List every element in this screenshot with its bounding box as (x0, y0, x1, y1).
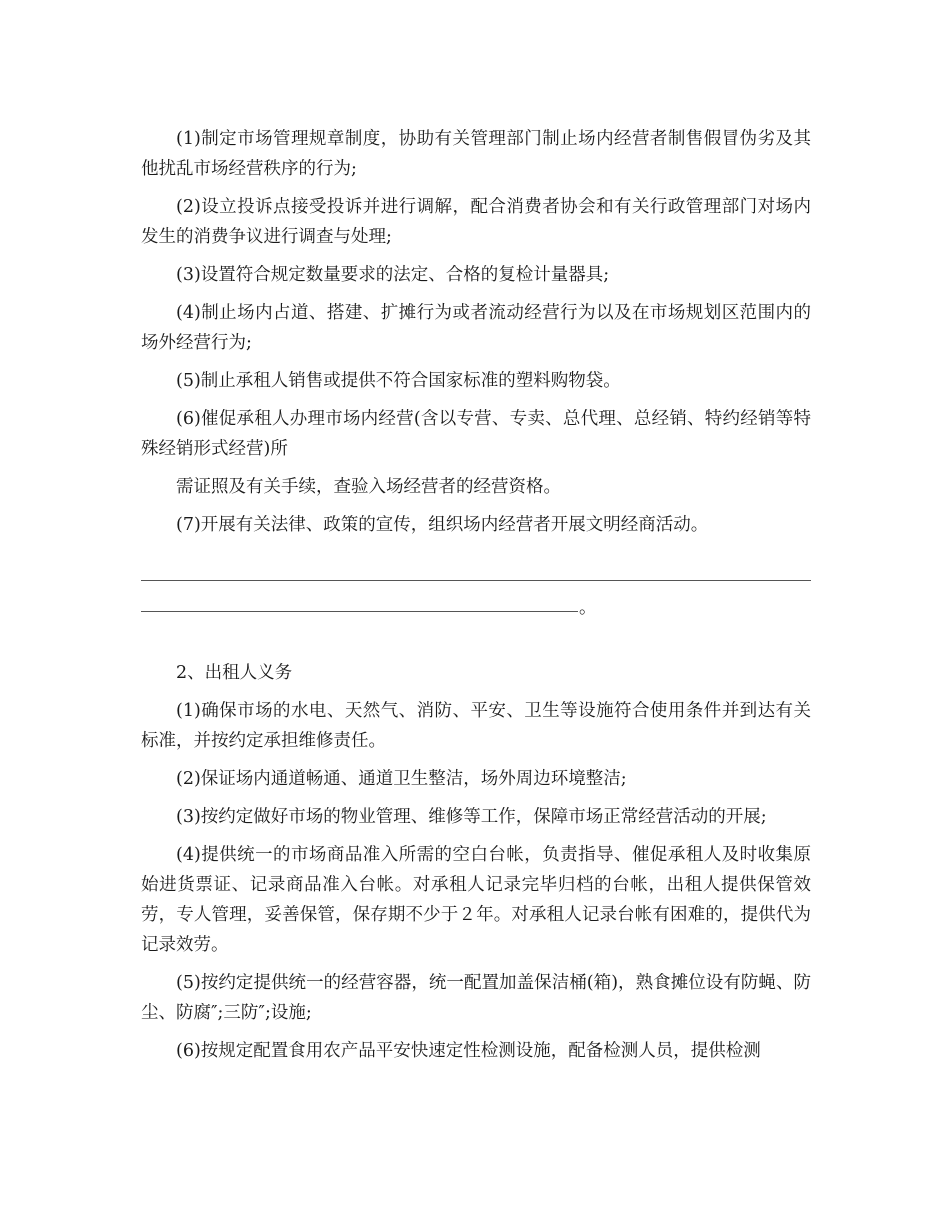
lessor-item-5: (5)按约定提供统一的经营容器，统一配置加盖保洁桶(箱)，熟食摊位设有防蝇、防尘、防腐″;三防″;设施; (141, 973, 811, 1023)
paragraph-item-2: (2)设立投诉点接受投诉并进行调解，配合消费者协会和有关行政管理部门对场内发生的消费争议进行调查与处理; (141, 197, 811, 247)
paragraph-item-6: (6)催促承租人办理市场内经营(含以专营、专卖、总代理、总经销、特约经销等特殊经销形式经营)所 (141, 409, 811, 459)
underline-partial (141, 611, 578, 612)
paragraph-item-4: (4)制止场内占道、搭建、扩摊行为或者流动经营行为以及在市场规划区范围内的场外经营行为; (141, 303, 811, 353)
document-page (141, 124, 811, 1074)
lessor-item-2: (2)保证场内通道畅通、通道卫生整洁，场外周边环境整洁; (176, 769, 627, 789)
lessor-item-1: (1)确保市场的水电、天然气、消防、平安、卫生等设施符合使用条件并到达有关标准，并按约定承担维修责任。 (141, 701, 811, 751)
paragraph-item-1: (1)制定市场管理规章制度，协助有关管理部门制止场内经营者制售假冒伪劣及其他扰乱市场经营秩序的行为; (141, 129, 811, 179)
paragraph-item-5: (5)制止承租人销售或提供不符合国家标准的塑料购物袋。 (176, 371, 621, 391)
paragraph-item-6-continued: 需证照及有关手续，查验入场经营者的经营资格。 (176, 477, 561, 497)
paragraph-item-7: (7)开展有关法律、政策的宣传，组织场内经营者开展文明经商活动。 (176, 515, 709, 535)
blank-fill-line (141, 580, 811, 644)
lessor-item-6: (6)按规定配置食用农产品平安快速定性检测设施，配备检测人员，提供检测 (176, 1041, 761, 1061)
blank-line-end-mark: 。 (579, 598, 597, 618)
lessor-item-4: (4)提供统一的市场商品准入所需的空白台帐，负责指导、催促承租人及时收集原始进货票证、记录商品准入台帐。对承租人记录完毕归档的台帐，出租人提供保管效劳，专人管理，妥善保管，保存期不少于２年。对承租人记录台帐有困难的，提供代为记录效劳。 (141, 845, 811, 955)
lessor-item-3: (3)按约定做好市场的物业管理、维修等工作，保障市场正常经营活动的开展; (176, 807, 767, 827)
underline-full (141, 580, 811, 581)
paragraph-item-3: (3)设置符合规定数量要求的法定、合格的复检计量器具; (176, 265, 610, 285)
section-title-lessor-duties: 2、出租人义务 (176, 663, 293, 683)
